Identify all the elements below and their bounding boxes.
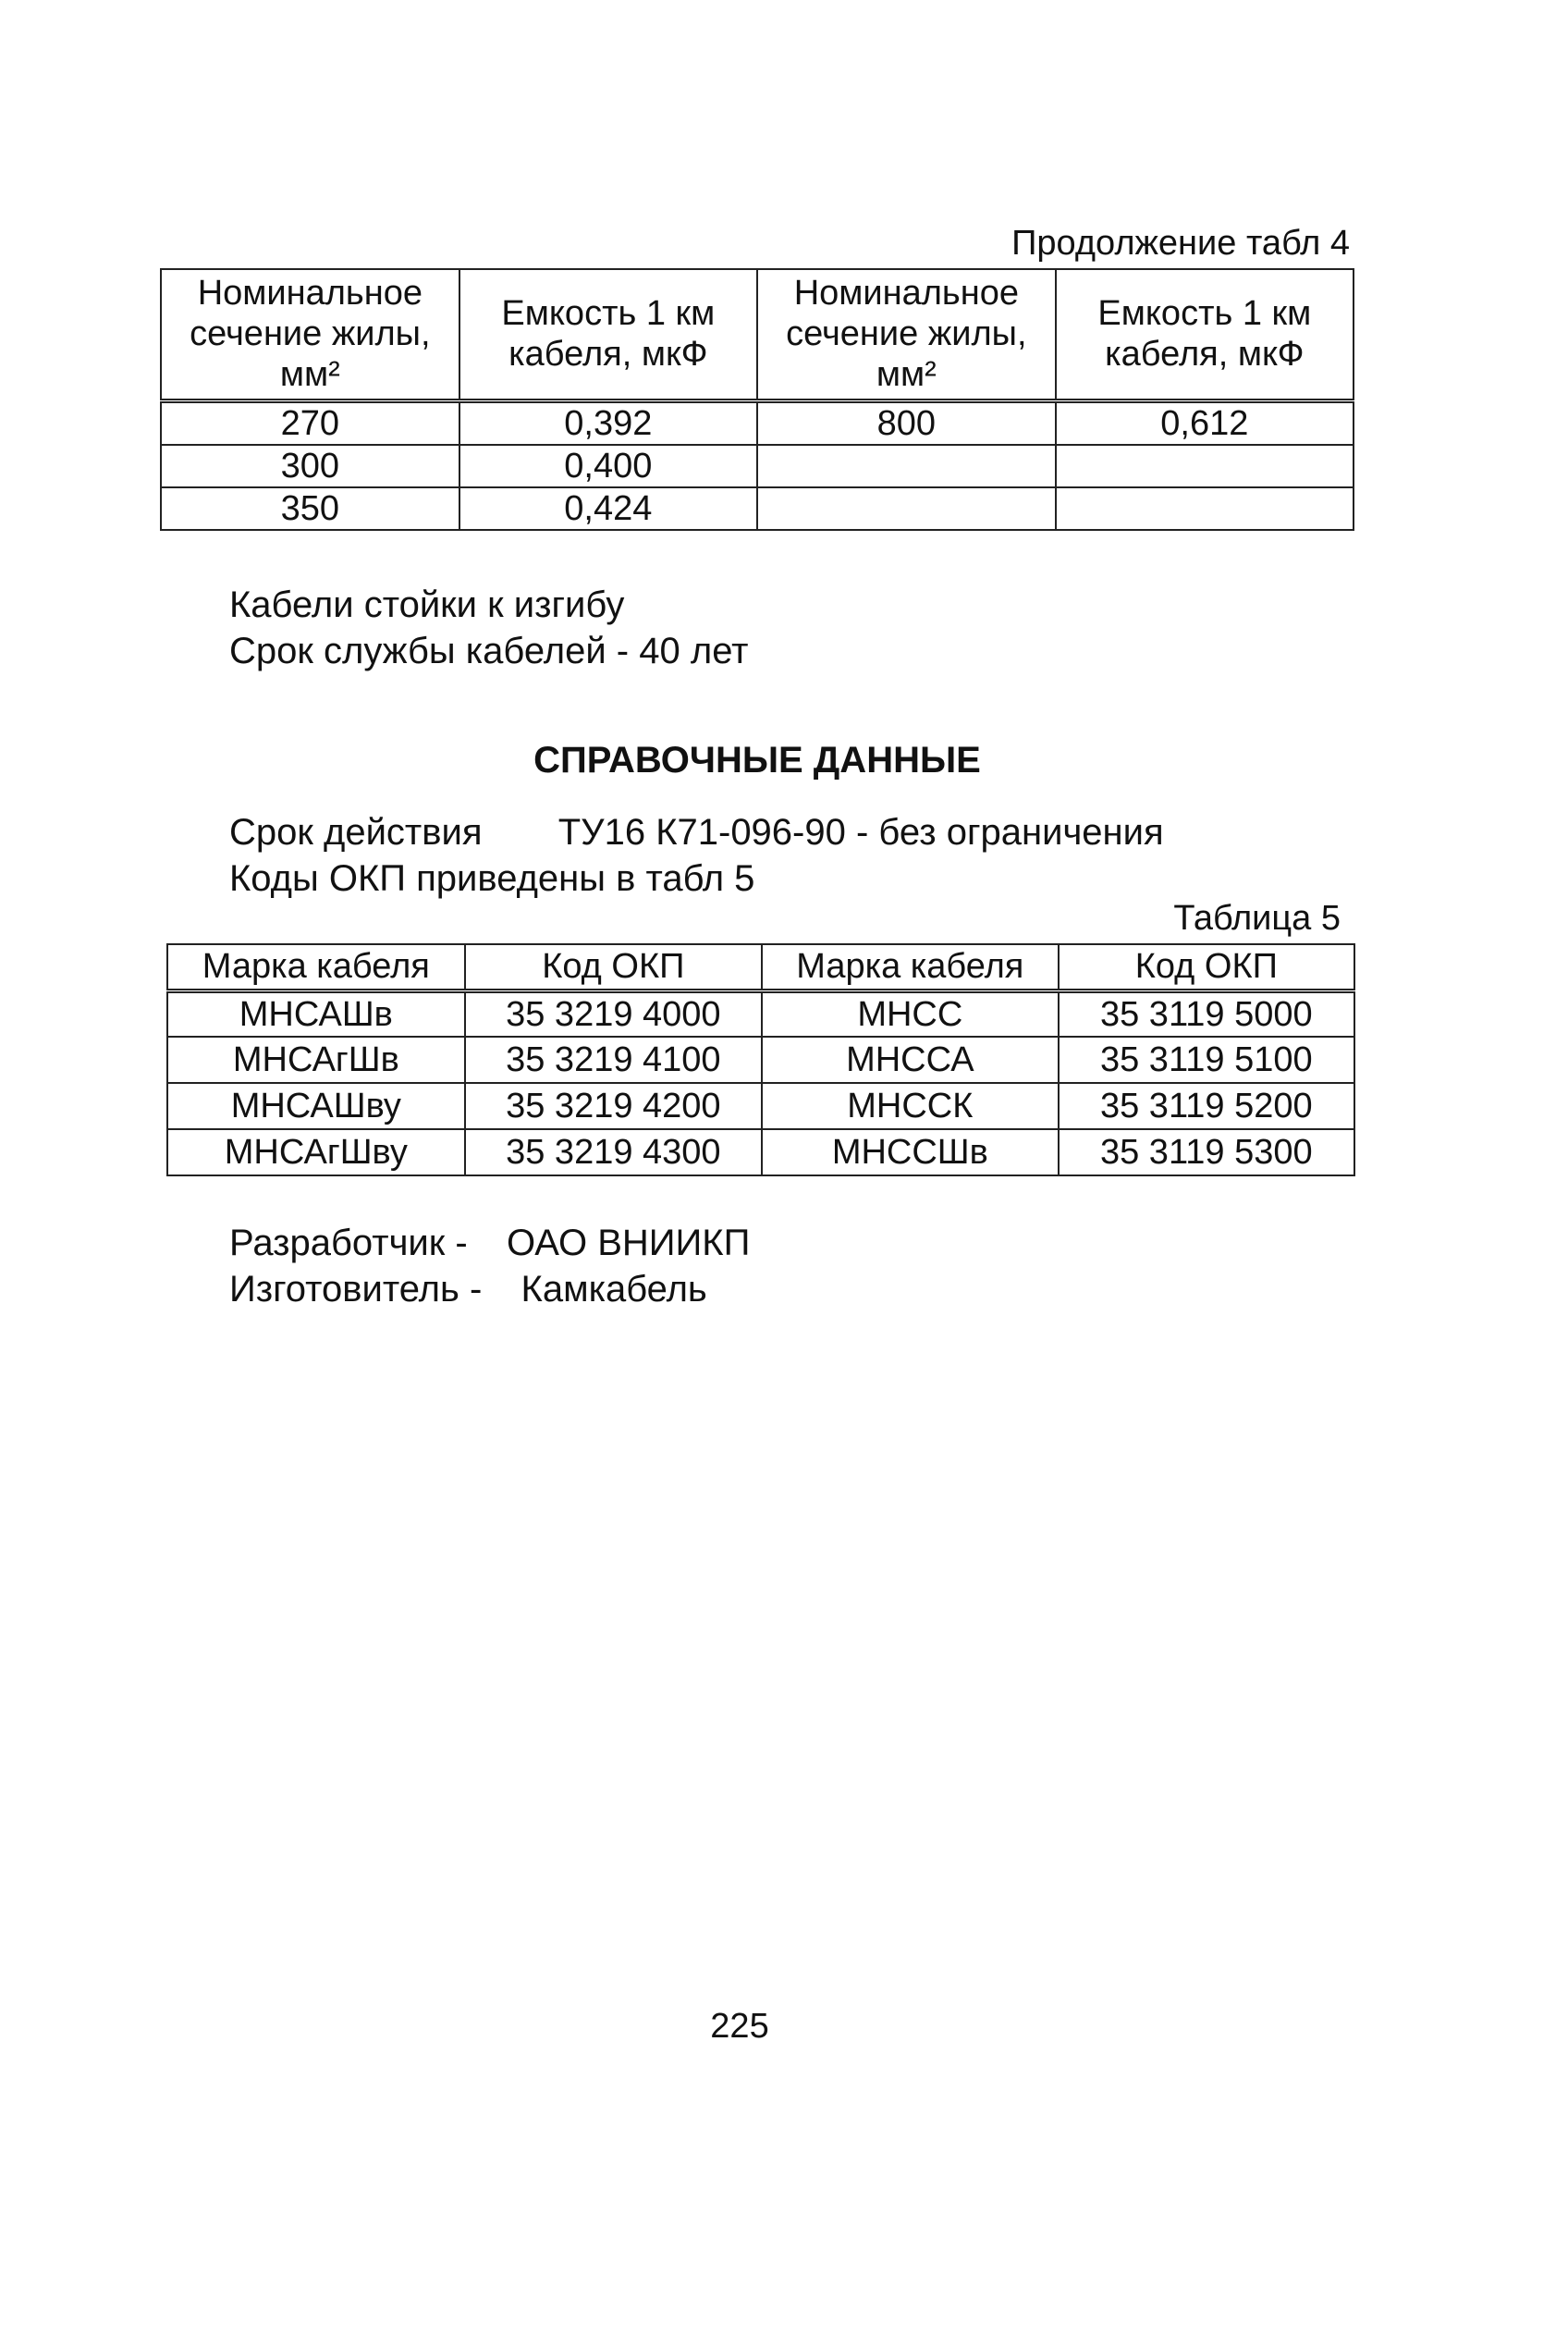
table4	[160, 268, 1354, 531]
table-row	[167, 990, 1354, 1037]
table-row	[161, 400, 1354, 445]
table5-header-cell: Марка кабеля	[762, 944, 1059, 990]
table-cell: 35 3219 4100	[465, 1037, 762, 1083]
table-cell: 800	[757, 400, 1056, 445]
table-cell: 35 3219 4300	[465, 1129, 762, 1175]
table-cell: 0,400	[459, 445, 757, 487]
developer-value: ОАО ВНИИКП	[506, 1223, 751, 1263]
validity-label: Срок действия	[229, 812, 483, 853]
table-cell: 35 3119 5100	[1059, 1037, 1354, 1083]
table-row	[161, 445, 1354, 487]
okp-note: Коды ОКП приведены в табл 5	[229, 858, 755, 899]
table-cell: МНСС	[762, 990, 1059, 1037]
note-service-life: Срок службы кабелей - 40 лет	[229, 631, 749, 671]
manufacturer-label: Изготовитель -	[229, 1269, 483, 1310]
table-cell: МНССШв	[762, 1129, 1059, 1175]
table-cell: МНССК	[762, 1083, 1059, 1129]
page-number: 225	[710, 2007, 769, 2046]
table-cell: 35 3219 4000	[465, 990, 762, 1037]
developer-line	[229, 1219, 750, 1267]
table5-header-row	[167, 944, 1354, 990]
table-cell: МНСАгШву	[167, 1129, 465, 1175]
table5-header-cell: Марка кабеля	[167, 944, 465, 990]
table5-header-cell: Код ОКП	[465, 944, 762, 990]
table-cell: МНССА	[762, 1037, 1059, 1083]
table-cell	[1056, 445, 1354, 487]
table4-caption: Продолжение табл 4	[1011, 224, 1350, 263]
table-cell: 350	[161, 487, 459, 530]
table-cell: 35 3119 5000	[1059, 990, 1354, 1037]
table-row	[167, 1129, 1354, 1175]
table-cell	[757, 445, 1056, 487]
table-row	[167, 1037, 1354, 1083]
developer-label: Разработчик -	[229, 1223, 468, 1263]
manufacturer-line	[229, 1265, 707, 1313]
table-cell: 270	[161, 400, 459, 445]
table-row	[161, 487, 1354, 530]
table-cell: МНСАШву	[167, 1083, 465, 1129]
table-cell: 35 3119 5300	[1059, 1129, 1354, 1175]
table-cell: МНСАгШв	[167, 1037, 465, 1083]
table5-caption: Таблица 5	[1173, 899, 1341, 938]
table-cell: 0,612	[1056, 400, 1354, 445]
table-cell: МНСАШв	[167, 990, 465, 1037]
validity-value: ТУ16 К71-096-90 - без ограничения	[557, 812, 1164, 853]
table4-header-row	[161, 269, 1354, 400]
table-row	[167, 1083, 1354, 1129]
reference-heading: СПРАВОЧНЫЕ ДАННЫЕ	[533, 740, 981, 781]
note-bend-resistance: Кабели стойки к изгибу	[229, 584, 625, 625]
table4-header-cell: Номинальное сечение жилы, мм²	[161, 269, 459, 400]
table5	[166, 943, 1355, 1176]
table4-header-cell: Емкость 1 км кабеля, мкФ	[1056, 269, 1354, 400]
table-cell	[757, 487, 1056, 530]
table-cell: 0,424	[459, 487, 757, 530]
table-cell: 0,392	[459, 400, 757, 445]
table-cell: 35 3219 4200	[465, 1083, 762, 1129]
table4-header-cell: Емкость 1 км кабеля, мкФ	[459, 269, 757, 400]
table-cell: 35 3119 5200	[1059, 1083, 1354, 1129]
table-cell: 300	[161, 445, 459, 487]
table-cell	[1056, 487, 1354, 530]
table4-header-cell: Номинальное сечение жилы, мм²	[757, 269, 1056, 400]
validity-line	[229, 808, 1164, 856]
manufacturer-value: Камкабель	[521, 1269, 707, 1310]
table5-header-cell: Код ОКП	[1059, 944, 1354, 990]
